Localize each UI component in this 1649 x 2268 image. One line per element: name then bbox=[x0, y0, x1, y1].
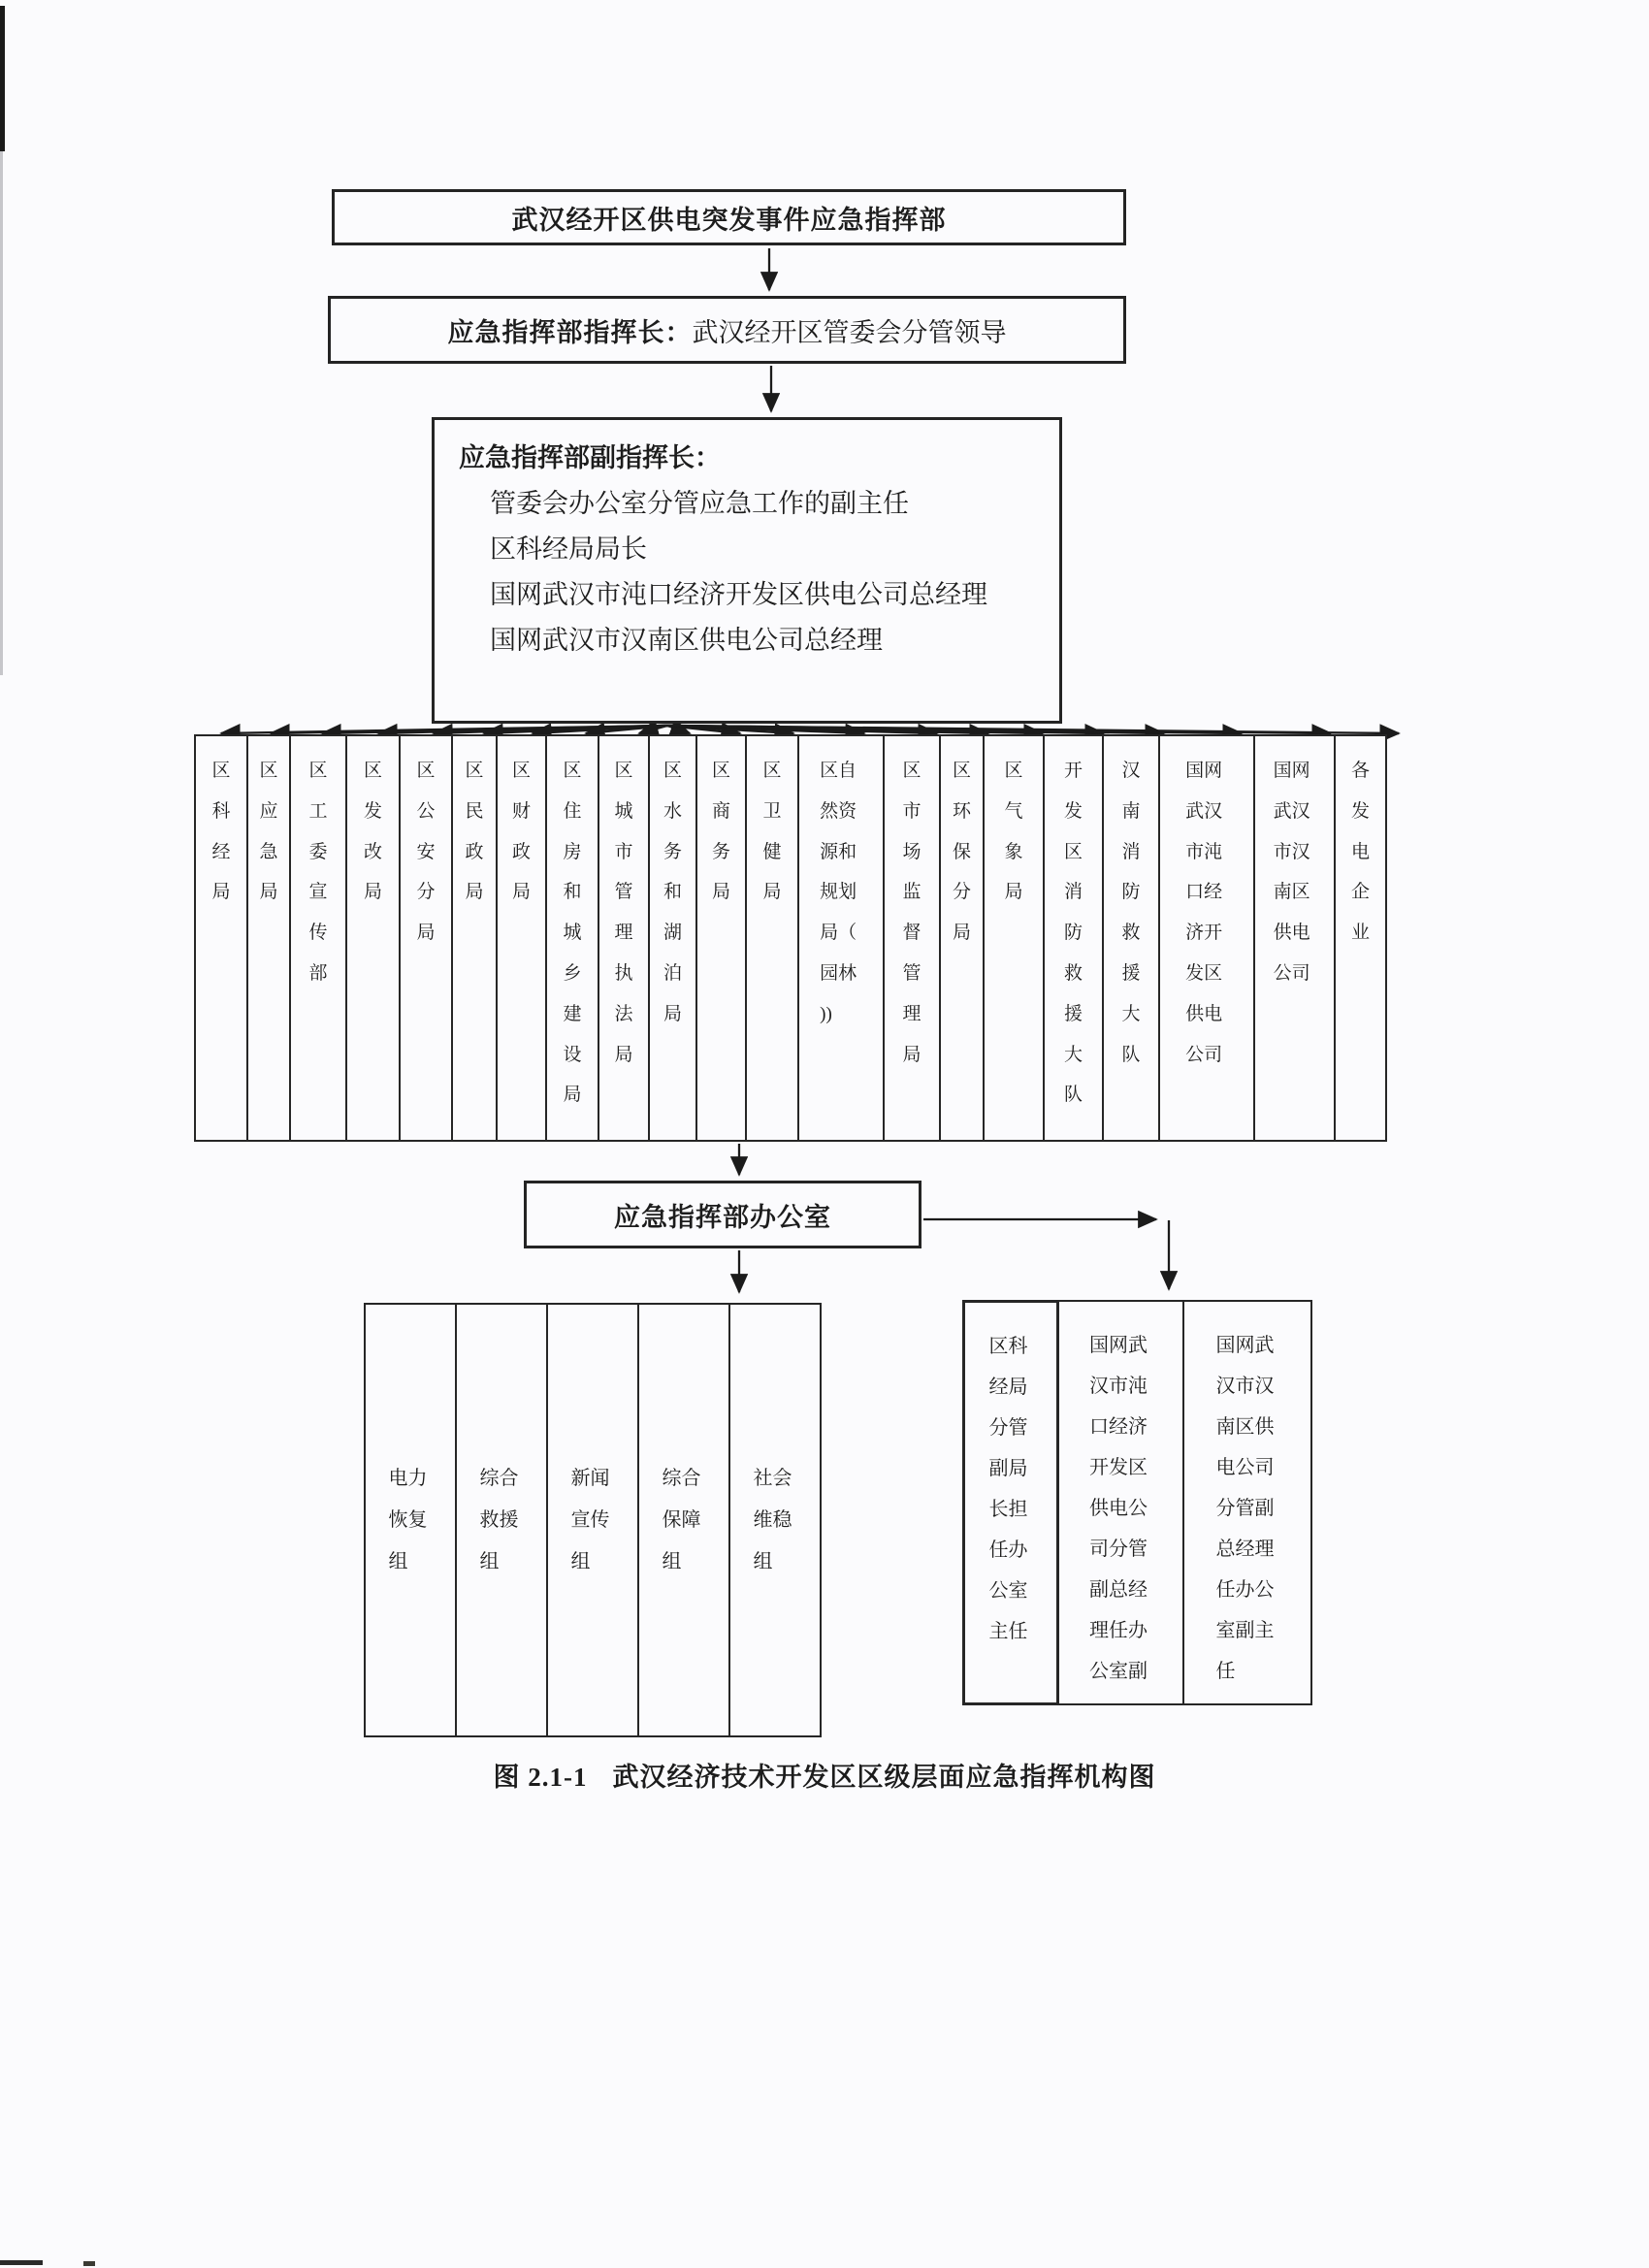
commander-holder: 武汉经开区管委会分管领导 bbox=[692, 317, 1007, 347]
commander-label bbox=[448, 311, 1007, 349]
scan-edge-artifact bbox=[0, 151, 3, 675]
dept-label: 区公安分局 bbox=[416, 761, 436, 944]
dept-box bbox=[983, 734, 1045, 1142]
dept-label: 国网武汉市沌口经济开发区供电公司 bbox=[1185, 761, 1223, 1065]
dept-label: 区水务和湖泊局 bbox=[663, 761, 682, 1024]
deputy-member: 区科经局局长 bbox=[490, 535, 647, 564]
dept-box bbox=[695, 734, 747, 1142]
dept-box bbox=[745, 734, 799, 1142]
departments-row bbox=[194, 734, 1387, 1142]
dept-label: 区城市管理执法局 bbox=[614, 761, 633, 1065]
office-lead-box bbox=[1057, 1300, 1184, 1705]
dept-label: 各发电企业 bbox=[1350, 761, 1370, 944]
command-hq-label: 武汉经开区供电突发事件应急指挥部 bbox=[511, 205, 947, 235]
dept-label: 区财政局 bbox=[511, 761, 531, 903]
dept-label: 区商务局 bbox=[711, 761, 730, 903]
dept-box bbox=[1102, 734, 1160, 1142]
scan-edge-artifact bbox=[83, 2261, 95, 2266]
dept-box bbox=[399, 734, 453, 1142]
deputy-member: 国网武汉市汉南区供电公司总经理 bbox=[490, 626, 883, 655]
office-lead-label: 国网武汉市沌口经济开发区供电公司分管副总经理任办公室副 bbox=[1089, 1335, 1148, 1682]
dept-box bbox=[1253, 734, 1336, 1142]
scan-edge-artifact bbox=[0, 2260, 43, 2265]
dept-label: 区科经局 bbox=[211, 761, 231, 903]
commander-title: 应急指挥部指挥长： bbox=[447, 317, 693, 347]
dept-label: 区应急局 bbox=[259, 761, 278, 903]
dept-label: 区环保分局 bbox=[952, 761, 971, 944]
team-box bbox=[546, 1303, 639, 1737]
dept-label: 区发改局 bbox=[363, 761, 382, 903]
team-box bbox=[455, 1303, 548, 1737]
office-lead-label: 国网武汉市汉南区供电公司分管副总经理任办公室副主任 bbox=[1215, 1335, 1275, 1682]
scan-edge-artifact bbox=[0, 6, 5, 151]
teams-row bbox=[364, 1303, 822, 1737]
dept-box bbox=[289, 734, 347, 1142]
dept-label: 区住房和城乡建设局 bbox=[563, 761, 582, 1106]
deputy-member: 管委会办公室分管应急工作的副主任 bbox=[490, 489, 909, 518]
team-label: 综合保障组 bbox=[662, 1467, 701, 1572]
office-lead-label: 区科经局分管副局长担任办公室主任 bbox=[988, 1336, 1028, 1642]
deputy-commanders-box bbox=[432, 417, 1062, 724]
team-label: 综合救援组 bbox=[479, 1467, 519, 1572]
dept-box bbox=[545, 734, 599, 1142]
dept-box bbox=[648, 734, 697, 1142]
dept-label: 区气象局 bbox=[1004, 761, 1023, 903]
office-label: 应急指挥部办公室 bbox=[614, 1202, 831, 1232]
dept-box bbox=[345, 734, 401, 1142]
dept-box bbox=[1043, 734, 1104, 1142]
dept-box bbox=[246, 734, 291, 1142]
office-box bbox=[524, 1181, 922, 1248]
office-leads-row bbox=[962, 1300, 1312, 1705]
dept-box bbox=[451, 734, 498, 1142]
team-label: 新闻宣传组 bbox=[570, 1467, 610, 1572]
figure-caption bbox=[0, 1756, 1649, 1794]
dept-box bbox=[883, 734, 941, 1142]
office-lead-box bbox=[1182, 1300, 1312, 1705]
dept-label: 区自然资源和规划局（园林)) bbox=[820, 761, 857, 1024]
dept-label: 区工委宣传部 bbox=[308, 761, 328, 984]
dept-box bbox=[1158, 734, 1255, 1142]
team-box bbox=[364, 1303, 457, 1737]
dept-label: 国网武汉市汉南区供电公司 bbox=[1273, 761, 1310, 984]
team-box bbox=[728, 1303, 822, 1737]
fan-arrows bbox=[221, 726, 1399, 733]
office-lead-box bbox=[962, 1300, 1059, 1705]
team-label: 社会维稳组 bbox=[753, 1467, 792, 1572]
dept-box bbox=[194, 734, 248, 1142]
commander-box bbox=[328, 296, 1126, 364]
figure-title: 武汉经济技术开发区区级层面应急指挥机构图 bbox=[612, 1763, 1156, 1792]
dept-box bbox=[939, 734, 985, 1142]
command-hq-box bbox=[332, 189, 1126, 245]
dept-label: 区卫健局 bbox=[762, 761, 782, 903]
dept-box bbox=[496, 734, 547, 1142]
dept-label: 开发区消防救援大队 bbox=[1063, 761, 1083, 1106]
deputy-heading: 应急指挥部副指挥长： bbox=[459, 443, 721, 472]
dept-label: 区民政局 bbox=[465, 761, 484, 903]
figure-number: 图 2.1-1 bbox=[493, 1763, 588, 1792]
team-box bbox=[637, 1303, 730, 1737]
dept-box bbox=[598, 734, 650, 1142]
deputy-member: 国网武汉市沌口经济开发区供电公司总经理 bbox=[490, 580, 987, 609]
dept-box bbox=[1334, 734, 1387, 1142]
dept-box bbox=[797, 734, 885, 1142]
dept-label: 区市场监督管理局 bbox=[902, 761, 922, 1065]
team-label: 电力恢复组 bbox=[388, 1467, 428, 1572]
dept-label: 汉南消防救援大队 bbox=[1121, 761, 1141, 1065]
